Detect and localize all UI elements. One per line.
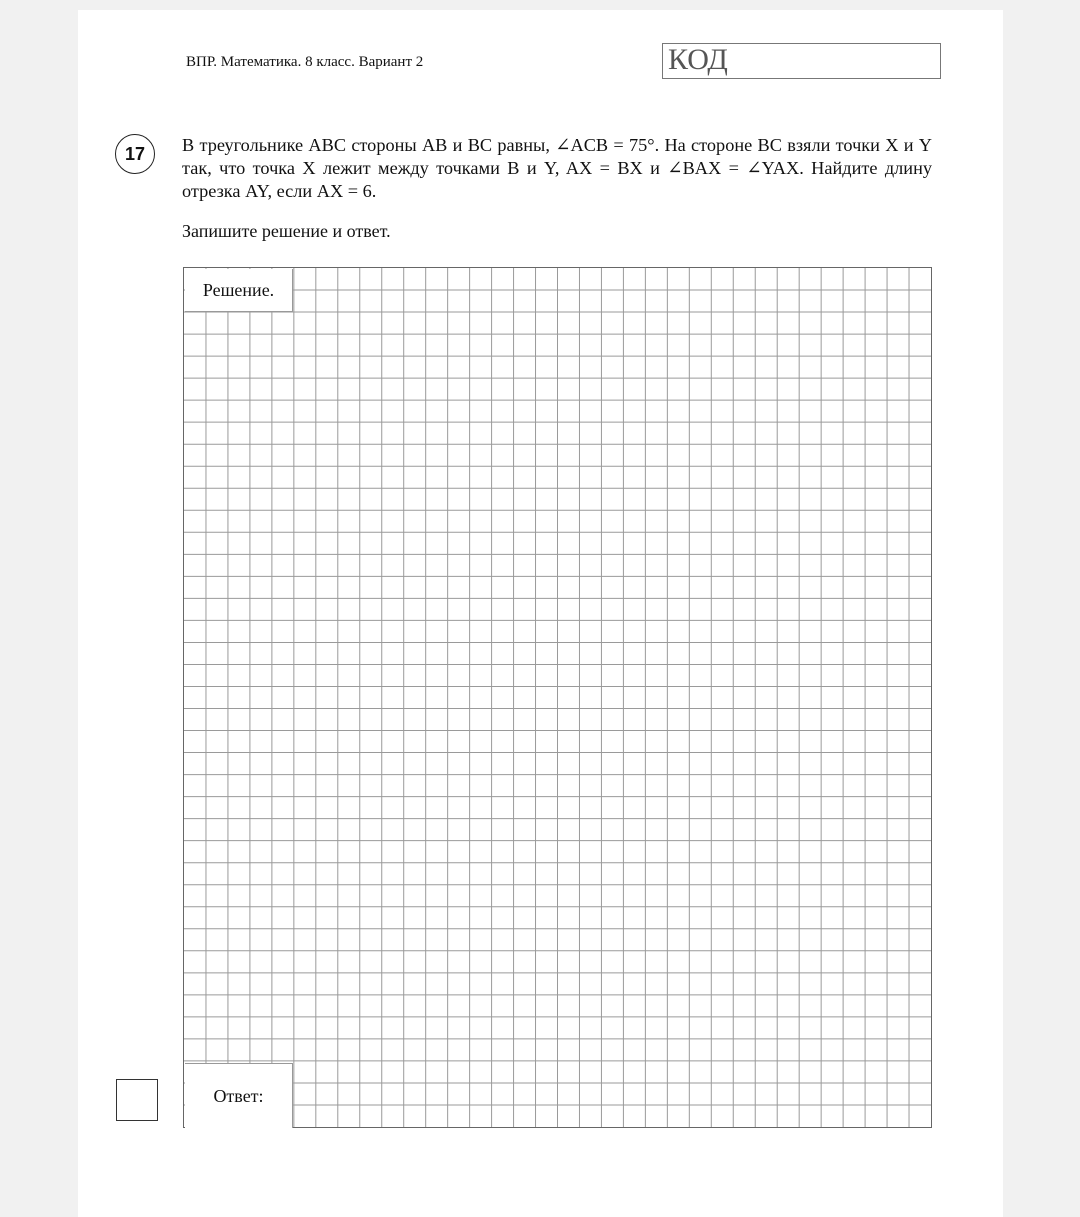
- solution-grid[interactable]: [183, 267, 932, 1128]
- task-statement-line-2: так, что точка X лежит между точками B и Y, AX = BX и ∠BAX = ∠YAX. Найдите длину: [182, 158, 932, 178]
- task-statement: [182, 134, 932, 203]
- score-box[interactable]: [116, 1079, 158, 1121]
- task-number-badge: 17: [115, 134, 155, 174]
- worksheet-page: [78, 10, 1003, 1217]
- answer-label: Ответ:: [185, 1063, 293, 1128]
- task-statement-line-3: отрезка AY, если AX = 6.: [182, 181, 377, 201]
- solution-label: Решение.: [185, 269, 293, 312]
- grid-lines: [184, 268, 931, 1127]
- task-statement-line-1: В треугольнике ABC стороны AB и BC равны, ∠ACB = 75°. На стороне BC взяли точки X и Y: [182, 135, 932, 155]
- task-instruction: Запишите решение и ответ.: [182, 221, 391, 241]
- code-box[interactable]: КОД: [662, 43, 941, 79]
- header-title: ВПР. Математика. 8 класс. Вариант 2: [186, 54, 424, 70]
